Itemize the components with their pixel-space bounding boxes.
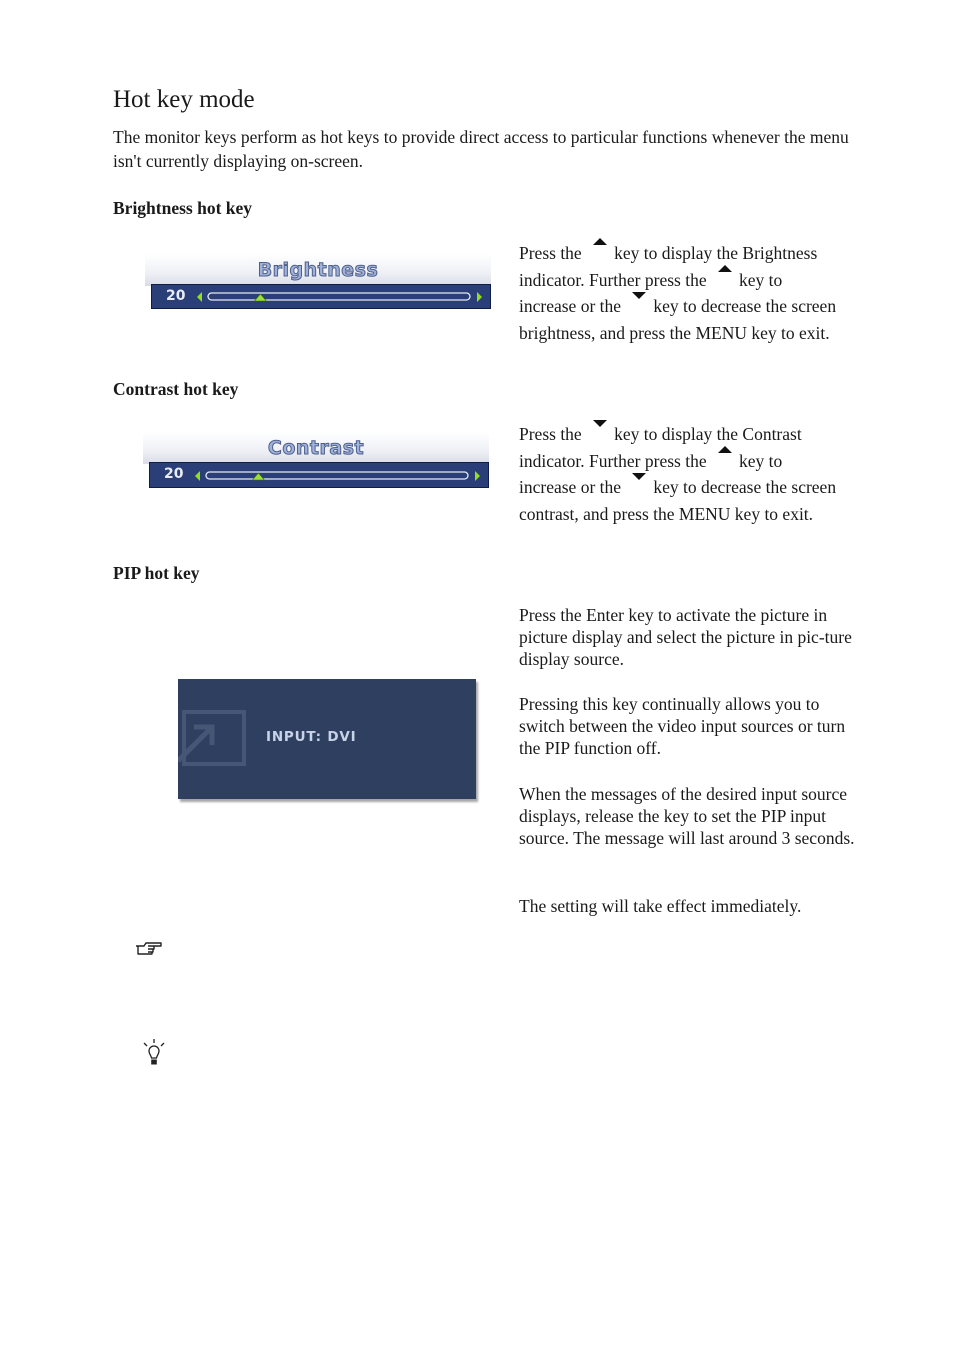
brightness-osd-bar (151, 284, 491, 309)
up-arrow-icon (711, 270, 739, 286)
pip-heading: PIP hot key (113, 563, 200, 583)
contrast-osd-title: Contrast (267, 437, 365, 459)
contrast-description: Press the key to display the Contrast indicator. Further press the key to increase or the key to decrease the screen contrast, and press the MENU key to exit. (519, 421, 864, 528)
pip-osd-text: INPUT: DVI (266, 729, 357, 745)
contrast-osd-value: 20 (164, 466, 184, 482)
right-arrow-icon (475, 471, 480, 481)
down-arrow-icon (625, 296, 653, 312)
pip-paragraph-3: When the messages of the desired input source displays, release the key to set the PIP input source. The message will last around 3 seconds. (519, 784, 855, 848)
pip-paragraph-4: The setting will take effect immediately. (519, 896, 802, 916)
page-title: Hot key mode (113, 86, 255, 113)
contrast-osd (143, 432, 491, 490)
brightness-slider[interactable] (196, 288, 486, 306)
up-arrow-icon (586, 243, 614, 259)
contrast-osd-bar (149, 462, 489, 488)
light-bulb-icon (140, 1038, 168, 1068)
right-arrow-icon (477, 292, 482, 302)
pip-paragraph-1: Press the Enter key to activate the picture in picture display and select the picture in pic-ture display source. (519, 605, 852, 669)
left-arrow-icon (195, 471, 200, 481)
brightness-description: Press the key to display the Brightness indicator. Further press the key to increase or the key to decrease the screen brightness, and press the MENU key to exit. (519, 240, 864, 347)
left-arrow-icon (197, 292, 202, 302)
pip-paragraph-2: Pressing this key continually allows you to switch between the video input sources or turn the PIP function off. (519, 694, 846, 758)
up-arrow-icon (711, 451, 739, 467)
intro-paragraph: The monitor keys perform as hot keys to provide direct access to particular functions whenever the menu isn't currently displaying on-screen. (113, 127, 849, 171)
down-arrow-icon (625, 477, 653, 493)
pointing-hand-icon (134, 940, 164, 958)
brightness-osd (145, 254, 491, 312)
brightness-heading: Brightness hot key (113, 198, 253, 218)
pip-osd (178, 679, 476, 799)
input-source-icon (178, 709, 248, 769)
brightness-osd-value: 20 (166, 288, 186, 304)
contrast-heading: Contrast hot key (113, 379, 239, 399)
down-arrow-icon (586, 424, 614, 440)
contrast-slider[interactable] (194, 467, 484, 485)
brightness-osd-title: Brightness (257, 259, 379, 281)
